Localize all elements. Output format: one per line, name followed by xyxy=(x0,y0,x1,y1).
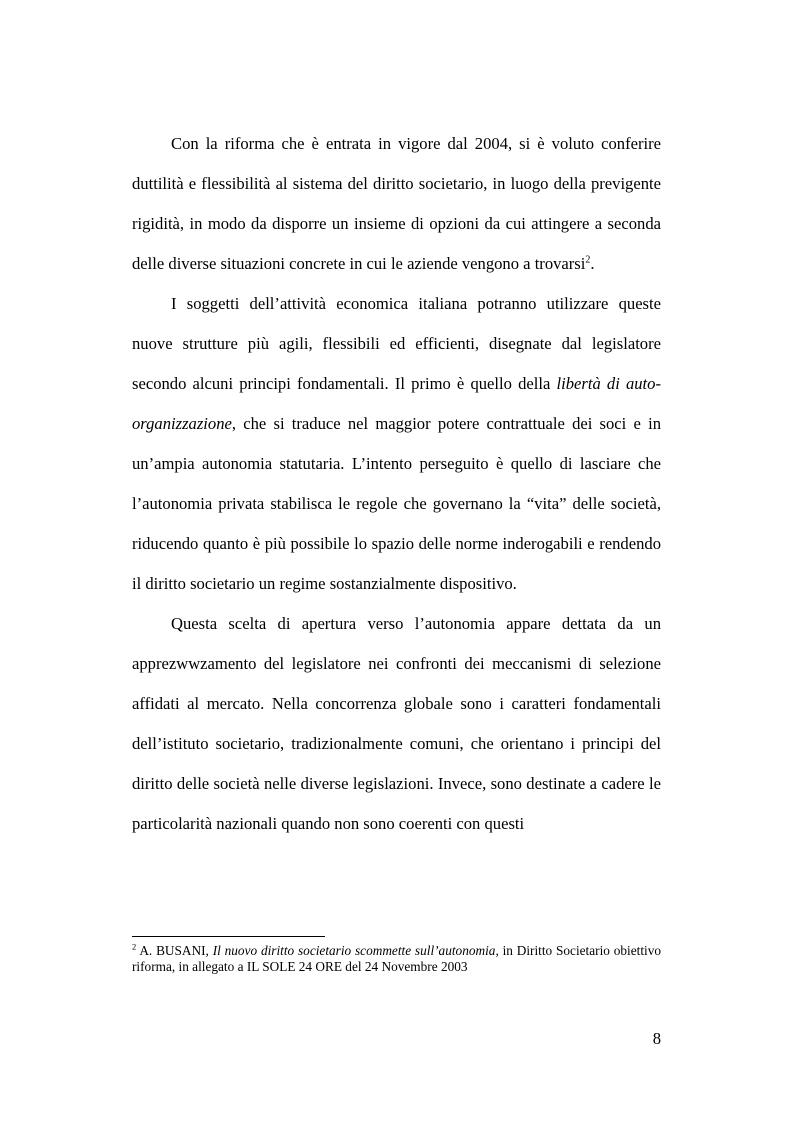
footnote-reference[interactable]: 2 xyxy=(585,254,591,266)
paragraph-2-text-before: I soggetti dell’attività economica italiana potranno utilizzare queste nuove strutture più agili, flessibili ed efficienti, disegnate dal legislatore secondo alcuni principi fondamentali. Il primo è quello della xyxy=(132,294,661,393)
paragraph-3-text: Questa scelta di apertura verso l’autonomia appare dettata da un apprezwwzamento del legislatore nei confronti dei meccanismi di selezione affidati al mercato. Nella concorrenza globale sono i caratteri fondamentali dell’istituto societario, tradizionalmente comuni, che orientano i principi del diritto delle società nelle diverse legislazioni. Invece, sono destinate a cadere le particolarità nazionali quando non sono coerenti con questi xyxy=(132,614,661,833)
body-text xyxy=(132,124,661,844)
footnote-separator xyxy=(132,936,325,937)
paragraph-1-text: Con la riforma che è entrata in vigore dal 2004, si è voluto conferire duttilità e flessibilità al sistema del diritto societario, in luogo della previgente rigidità, in modo da disporre un insieme di opzioni da cui attingere a seconda delle diverse situazioni concrete in cui le aziende vengono a trovarsi xyxy=(132,134,661,273)
paragraph-1 xyxy=(132,124,661,284)
footnote-title: Il nuovo diritto societario scommette sull’autonomia, xyxy=(212,943,499,958)
page-number: 8 xyxy=(652,1029,661,1048)
paragraph-3 xyxy=(132,604,661,844)
footnote-number: 2 xyxy=(132,941,137,952)
paragraph-1-end: . xyxy=(590,254,595,273)
paragraph-2-text-after: , che si traduce nel maggior potere contrattuale dei soci e in un’ampia autonomia statutaria. L’intento perseguito è quello di lasciare che l’autonomia privata stabilisca le regole che governano la “vita” delle società, riducendo quanto è più possibile lo spazio delle norme inderogabili e rendendo il diritto societario un regime sostanzialmente dispositivo. xyxy=(132,414,661,593)
footnote xyxy=(132,943,661,975)
paragraph-2-italic-term: libertà di auto-organizzazione xyxy=(132,374,661,433)
footnote-source: in Diritto Societario obiettivo riforma, in allegato a IL SOLE 24 ORE del 24 Novembre 2003 xyxy=(132,943,662,974)
footnote-author: A. BUSANI, xyxy=(136,943,213,958)
paragraph-2 xyxy=(132,284,661,604)
